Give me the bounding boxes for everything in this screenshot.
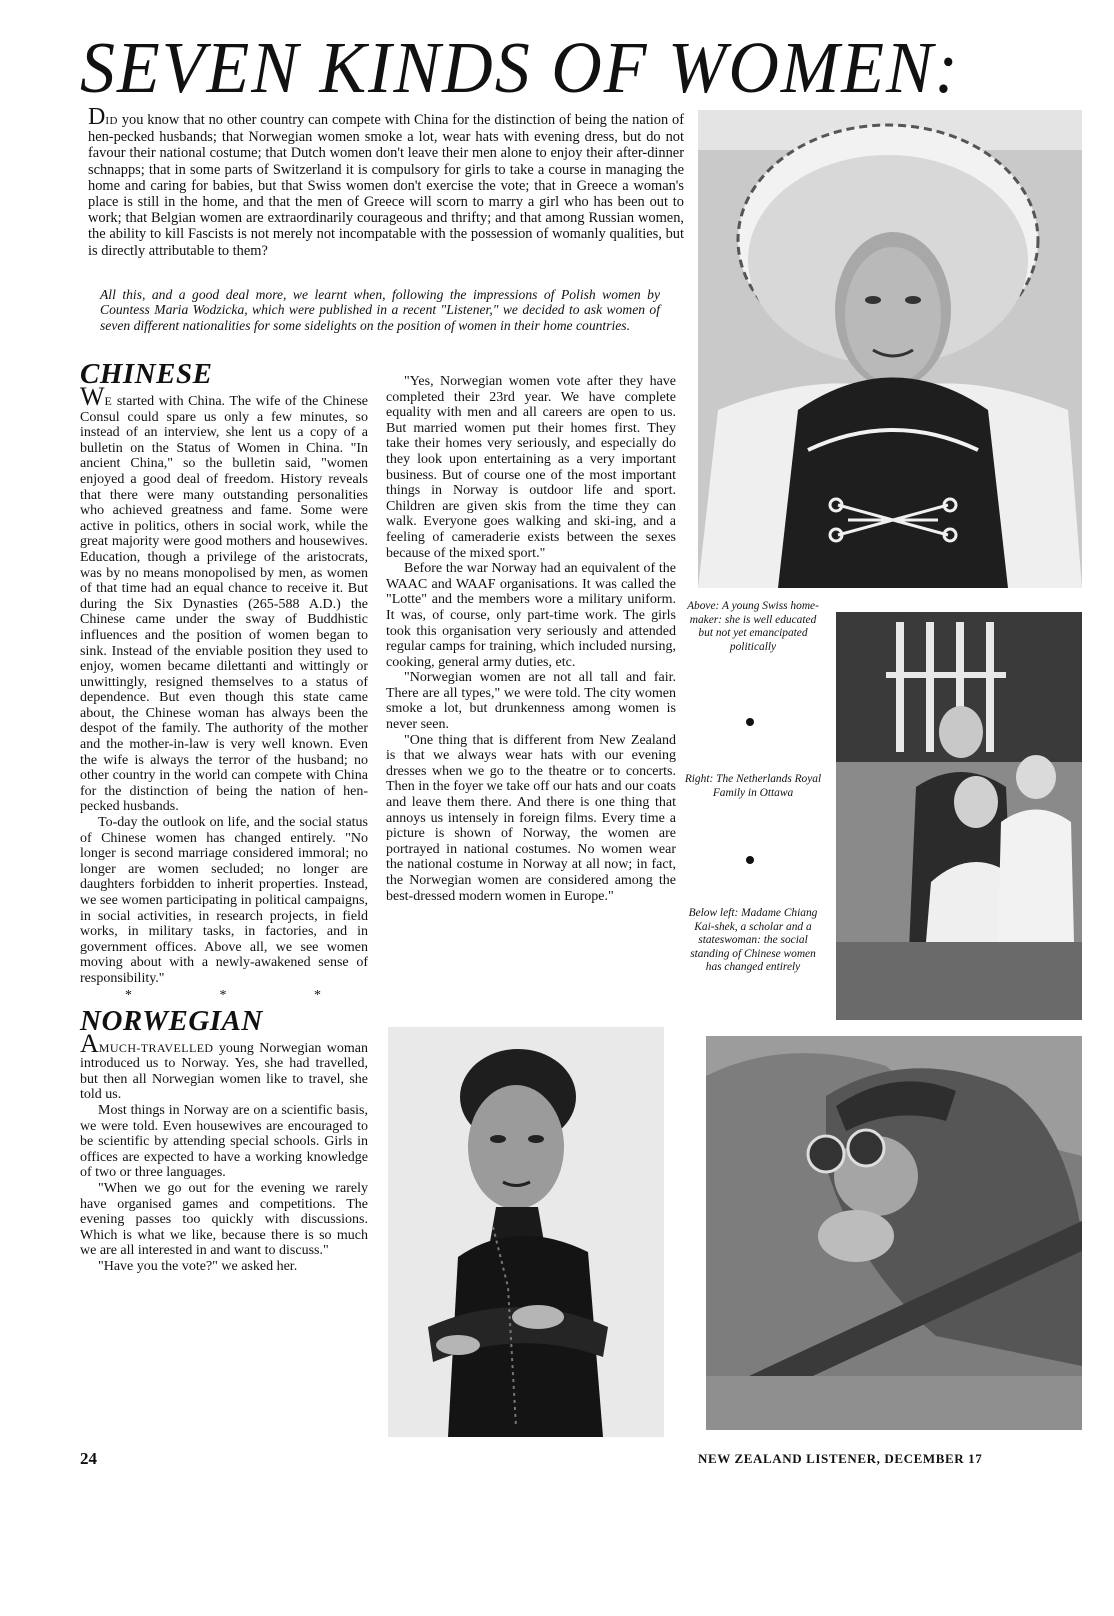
heading-norwegian: NORWEGIAN	[80, 1004, 263, 1037]
chinese-paragraph-1-text: started with China. The wife of the Chinese Consul could spare us only a few minutes, so instead of an interview, she lent us a copy of a bulletin on the Status of Women in China. "In ancient China," so the bulletin said, "women enjoyed a good deal of freedom. History reveals that there were many outstanding personalities who achieved greatness and fame. Some were active in politics, others in social work, while the great majority were good mothers and housewives. Education, though a privilege of the aristocrats, was by no means monopolised by men, as women of that time had an equal chance to receive it. But during the Six Dynasties (265-588 A.D.) the Chinese came under the sway of Buddhistic influences and the position of women began to sink. Instead of the enviable position they used to enjoy, women became dilettanti and wittingly or unwittingly, resigned themselves to a status of dependence. But even though this state came about, the Chinese woman has always been the despot of the family. The authority of the mother and the mother-in-law is very well known. Even the wife is always the terror of the husband; no other country in the world can compete with China for the distinction of being the nation of hen-pecked husbands.	[80, 394, 368, 815]
chinese-paragraph-1	[80, 382, 368, 815]
norwegian-paragraph-2: Most things in Norway are on a scientific basis, we were told. Even housewives are encouraged to be scientific by attending special schools. Girls in offices are expected to have a working knowledge of two or three languages.	[80, 1102, 368, 1181]
chinese-drop-cap: W	[80, 382, 105, 411]
left-column	[80, 358, 368, 1274]
norwegian-paragraph-1-text: young Norwegian woman introduced us to Norway. Yes, she had travelled, but then all Norwegian women like to travel, she told us.	[80, 1040, 368, 1103]
chinese-small-caps: E	[104, 394, 113, 408]
intro-paragraph	[88, 104, 684, 259]
intro-small-caps: ID	[105, 115, 118, 127]
captions-column	[684, 600, 822, 654]
photo-swiss-woman	[698, 110, 1082, 588]
photo-russian-woman-rifle	[706, 1036, 1082, 1430]
caption-above: Above: A young Swiss home-maker: she is well educated but not yet emancipated politically	[687, 600, 819, 653]
chinese-paragraph-2: To-day the outlook on life, and the social status of Chinese women has changed entirely. "No longer is second marriage considered immoral; no longer are women secluded; no longer are daughters forbidden to inherit properties. Instead, we see women participating in political campaigns, in social activities, in research projects, in field works, in military tasks, in factories, and in government offices. Above all, we see women moving about with a newly-awakened sense of responsibility."	[80, 815, 368, 986]
norwegian-drop-cap: A	[80, 1028, 99, 1058]
norwegian-paragraph-4: "Have you the vote?" we asked her.	[98, 1258, 298, 1274]
photo-netherlands-royal-family	[836, 612, 1082, 1020]
norwegian-paragraph-6: Before the war Norway had an equivalent of the WAAC and WAAF organisations. It was called the "Lotte" and the members wore a military uniform. It was, of course, only part-time work. The girls took this organisation very seriously and attended regular camps for training, which included nursing, cooking, general army duties, etc.	[386, 561, 676, 670]
norwegian-paragraph-8: "One thing that is different from New Zealand is that we always wear hats with our evening dresses when we go to the theatre or to concerts. Then in the foyer we take off our hats and our coats and leave them there. And there is one thing that annoys us intensely in foreign films. Every time a picture is shown of Norway, the women are portrayed in national costumes. No women wear the national costume in Norway at all now; in fact, the Norwegian women are considered among the best-dressed modern women in Europe."	[386, 732, 676, 904]
caption-bullet	[746, 856, 754, 864]
intro-note: All this, and a good deal more, we learnt when, following the impressions of Polish women by Countess Maria Wodzicka, which were published in a recent "Listener," we decided to ask women of seven different nationalities for some sidelights on the position of women in their home countries.	[100, 287, 660, 333]
norwegian-small-caps: MUCH-TRAVELLED	[98, 1040, 214, 1055]
intro-drop-cap: D	[88, 104, 106, 130]
publication-line: NEW ZEALAND LISTENER, DECEMBER 17	[698, 1451, 983, 1466]
page-number: 24	[80, 1449, 97, 1468]
page-title: SEVEN KINDS OF WOMEN:	[80, 28, 960, 109]
photo-madame-chiang	[388, 1027, 664, 1437]
norwegian-paragraph-1	[80, 1028, 368, 1103]
norwegian-paragraph-7: "Norwegian women are not all tall and fair. There are all types," we were told. The city women smoke a lot, but drunkenness among women is never seen.	[386, 670, 676, 733]
norwegian-paragraph-3: "When we go out for the evening we rarely have organised games and competitions. The evening passes too quickly with discussions. Which is what we like, because there is so much we are all interested in and want to discuss."	[80, 1180, 368, 1259]
intro-text: you know that no other country can compete with China for the distinction of being the nation of hen-pecked husbands; that Norwegian women smoke a lot, wear hats with evening dress, but do not favour their national costume; that Dutch women don't leave their men alone to enjoy their after-dinner schnapps; that in some parts of Switzerland it is compulsory for girls to take a course in managing the home and caring for babies, but that Swiss women don't exercise the vote; that in Greece a woman's place is still in the home, and that the men of Greece will scorn to marry a girl who has been out to work; that Belgian women are extraordinarily courageous and thrifty; and that among Russian women, the ability to kill Fascists is not merely not incompatable with the possession of womanly qualities, but is directly attributable to them?	[88, 112, 684, 259]
section-separator: * * *	[125, 987, 363, 1003]
caption-below-left-wrap	[684, 907, 822, 975]
middle-column	[386, 374, 676, 904]
caption-right-wrap	[684, 773, 822, 800]
caption-bullet	[746, 718, 754, 726]
norwegian-paragraph-5: "Yes, Norwegian women vote after they have completed their 23rd year. We have complete equality with men and all careers are open to us. But married women put their homes first. They take their homes very seriously, and especially do they look upon entertaining as a very important business. But of course one of the most important things in Norway is outdoor life and sport. Children are given skis from the time they can walk. Everyone goes walking and ski-ing, and a feeling of cameraderie exists between the sexes because of the mixed sport."	[386, 374, 676, 561]
heading-chinese: CHINESE	[80, 358, 213, 390]
caption-below-left: Below left: Madame Chiang Kai-shek, a scholar and a stateswoman: the social standing of Chinese women has changed entirely	[688, 907, 818, 974]
caption-right: Right: The Netherlands Royal Family in Ottawa	[684, 773, 822, 799]
